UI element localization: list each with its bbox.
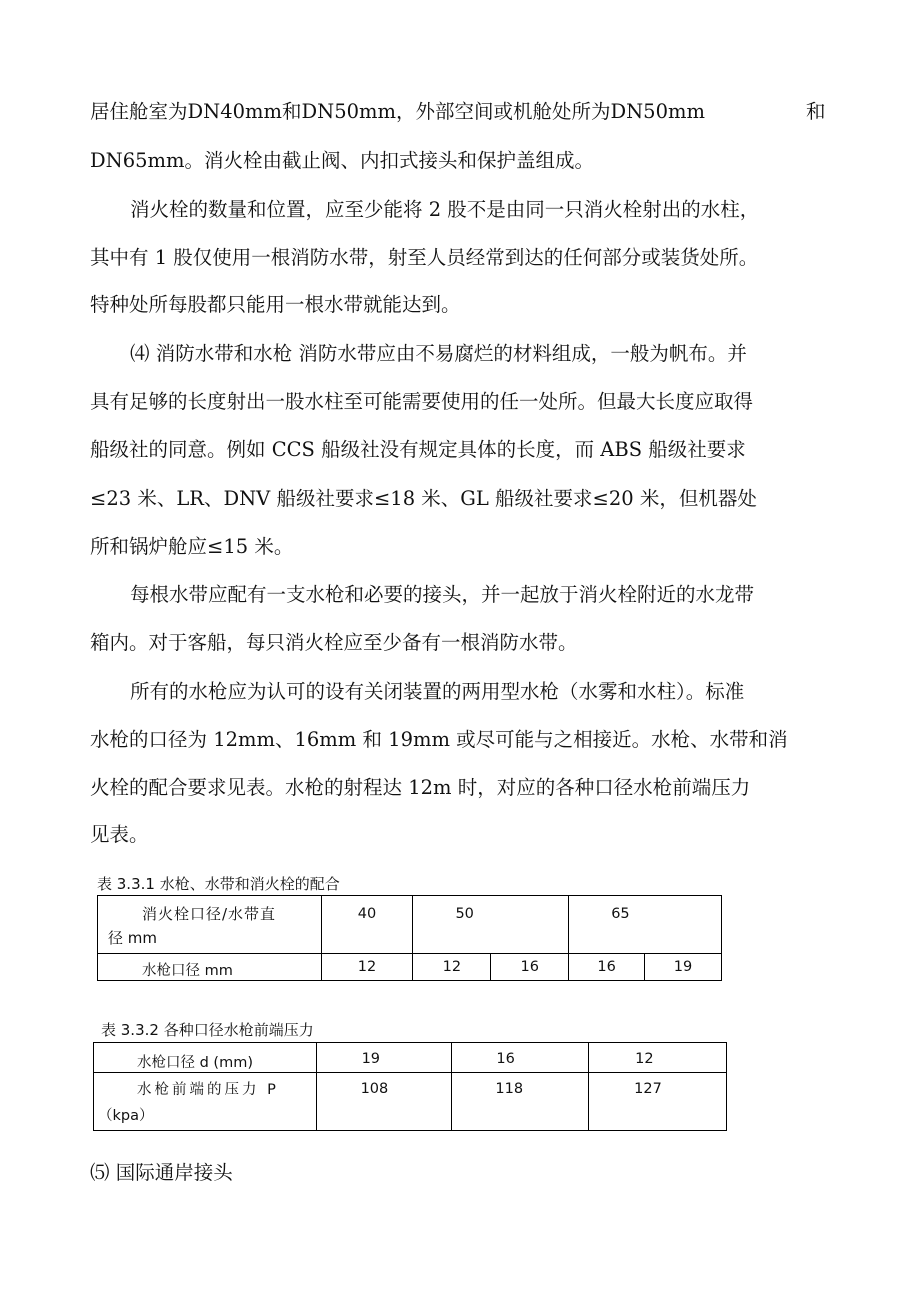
text-line: 具有足够的长度射出一股水柱至可能需要使用的任一处所。但最大长度应取得 [90, 390, 754, 413]
text-line: 消火栓的数量和位置，应至少能将 2 股不是由同一只消火栓射出的水柱， [130, 198, 760, 221]
table-caption: 表 3.3.2 各种口径水枪前端压力 [101, 1021, 314, 1039]
text-line: 其中有 1 股仅使用一根消防水带，射至人员经常到达的任何部分或装货处所。 [90, 246, 759, 269]
text-line: 居住舱室为DN40mm和DN50mm，外部空间或机舱处所为DN50mm [90, 100, 705, 123]
table-cell: 40 [321, 896, 413, 954]
nozzle-pressure-table [93, 1042, 727, 1131]
table-cell: 12 [413, 954, 491, 981]
table-cell: 12 [321, 954, 413, 981]
row-label: 水枪口径 d (mm) [94, 1043, 317, 1073]
row-label: 水枪前端的压力 P （kpa） [94, 1073, 317, 1131]
text-line: 每根水带应配有一支水枪和必要的接头，并一起放于消火栓附近的水龙带 [130, 583, 755, 606]
section-heading: ⑸ 国际通岸接头 [90, 1161, 233, 1184]
table-cell: 127 [589, 1073, 727, 1131]
row-label: 水枪口径 mm [98, 954, 322, 981]
nozzle-hose-hydrant-table [97, 895, 722, 981]
table-cell: 16 [452, 1043, 589, 1073]
table-cell: 16 [569, 954, 645, 981]
table-cell: 12 [589, 1043, 727, 1073]
text-line: 船级社的同意。例如 CCS 船级社没有规定具体的长度，而 ABS 船级社要求 [90, 438, 746, 461]
text-line: DN65mm。消火栓由截止阀、内扣式接头和保护盖组成。 [90, 149, 594, 172]
text-line: 和 [806, 100, 826, 123]
row-label: 消火栓口径/水带直 径 mm [98, 896, 322, 954]
table-cell: 50 [413, 896, 569, 954]
table-cell: 108 [316, 1073, 452, 1131]
text-line: 火栓的配合要求见表。水枪的射程达 12m 时，对应的各种口径水枪前端压力 [90, 776, 751, 799]
text-line: 所有的水枪应为认可的设有关闭装置的两用型水枪（水雾和水柱）。标准 [130, 680, 745, 703]
table-caption: 表 3.3.1 水枪、水带和消火栓的配合 [97, 875, 340, 893]
table-cell: 16 [491, 954, 569, 981]
text-line: 所和锅炉舱应≤15 米。 [90, 535, 294, 558]
text-line: ≤23 米、LR、DNV 船级社要求≤18 米、GL 船级社要求≤20 米，但机器处 [90, 487, 757, 510]
text-line: 水枪的口径为 12mm、16mm 和 19mm 或尽可能与之相接近。水枪、水带和消 [90, 728, 788, 751]
table-cell: 19 [645, 954, 722, 981]
text-line: 特种处所每股都只能用一根水带就能达到。 [90, 293, 461, 316]
table-cell: 19 [316, 1043, 452, 1073]
table-cell: 65 [569, 896, 722, 954]
text-line: ⑷ 消防水带和水枪 消防水带应由不易腐烂的材料组成，一般为帆布。并 [130, 342, 747, 365]
text-line: 见表。 [90, 823, 149, 846]
table-cell: 118 [452, 1073, 589, 1131]
text-line: 箱内。对于客船，每只消火栓应至少备有一根消防水带。 [90, 631, 578, 654]
